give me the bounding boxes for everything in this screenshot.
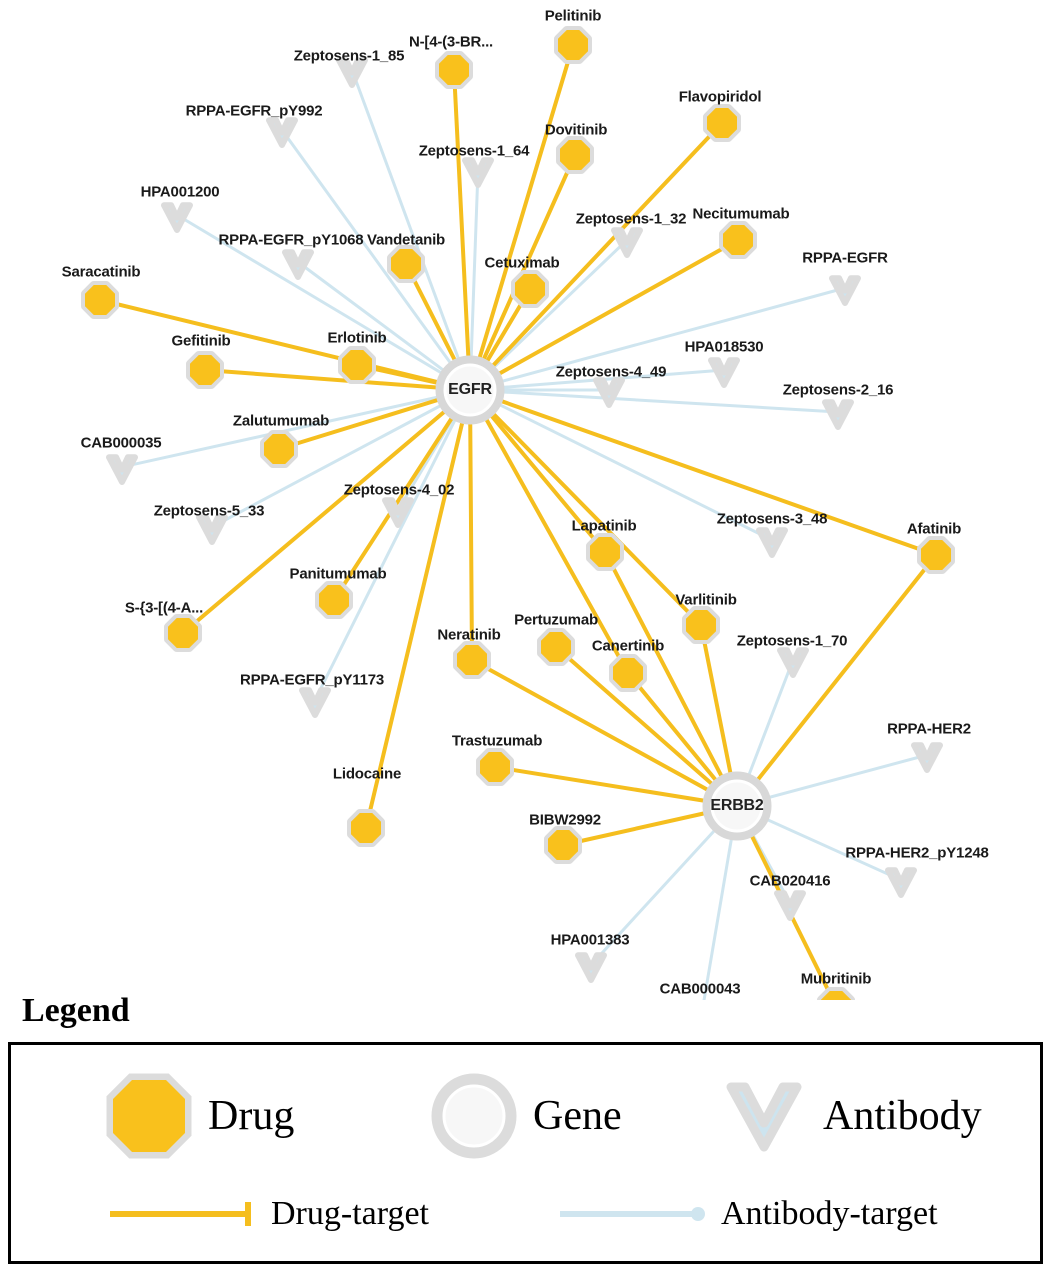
drug-label: Panitumumab	[289, 565, 387, 583]
antibody-node[interactable]	[614, 230, 640, 255]
drug-edge	[470, 390, 472, 660]
antibody-label: RPPA-HER2_pY1248	[845, 844, 989, 862]
drug-label: Pertuzumab	[514, 611, 598, 629]
antibody-label: Zeptosens-3_48	[716, 510, 828, 528]
drug-node[interactable]	[590, 537, 620, 567]
drug-node[interactable]	[168, 618, 198, 648]
antibody-node[interactable]	[759, 530, 785, 555]
drug-label: Trastuzumab	[451, 732, 543, 750]
legend-label-gene: Gene	[533, 1093, 622, 1139]
antibody-node[interactable]	[164, 205, 190, 230]
antibody-label: RPPA-EGFR_pY1173	[239, 671, 385, 689]
drug-label: S-{3-[(4-A...	[124, 599, 204, 617]
drug-label: Erlotinib	[327, 329, 387, 347]
antibody-node[interactable]	[199, 517, 225, 542]
antibody-label: RPPA-HER2	[887, 720, 971, 738]
drug-label: Necitumumab	[692, 205, 790, 223]
drug-node[interactable]	[85, 285, 115, 315]
drug-label: Lidocaine	[332, 765, 402, 783]
drug-node[interactable]	[515, 274, 545, 304]
drug-node[interactable]	[264, 434, 294, 464]
drug-node[interactable]	[613, 658, 643, 688]
legend-item-drug-target	[106, 1195, 429, 1233]
octagon-icon	[106, 1073, 192, 1159]
antibody-node[interactable]	[578, 955, 604, 980]
antibody-label: Zeptosens-1_32	[575, 210, 687, 228]
antibody-label: Zeptosens-2_16	[782, 381, 894, 399]
drug-node[interactable]	[457, 645, 487, 675]
drug-node[interactable]	[391, 249, 421, 279]
legend-shapes-row	[11, 1063, 1040, 1173]
antibody-node[interactable]	[777, 893, 803, 918]
drug-label: Saracatinib	[61, 263, 141, 281]
drug-node[interactable]	[480, 752, 510, 782]
legend-item-drug	[106, 1073, 294, 1159]
drug-edge	[366, 390, 470, 828]
antibody-node[interactable]	[780, 650, 806, 675]
legend-box	[8, 1042, 1043, 1264]
drug-node[interactable]	[190, 355, 220, 385]
drug-label: Pelitinib	[544, 7, 602, 25]
drug-edge	[737, 555, 936, 806]
drug-label: Vandetanib	[366, 231, 446, 249]
drug-edge-icon	[106, 1197, 261, 1231]
chevron-icon	[721, 1073, 807, 1159]
legend-item-antibody	[721, 1073, 982, 1159]
drug-node[interactable]	[723, 225, 753, 255]
drug-label: Varlitinib	[675, 591, 737, 609]
drug-label: Dovitinib	[544, 121, 608, 139]
antibody-label: Zeptosens-1_85	[293, 47, 405, 65]
antibody-label: HPA001200	[140, 183, 220, 201]
antibody-node[interactable]	[109, 457, 135, 482]
antibody-label: CAB000035	[80, 434, 162, 452]
drug-node[interactable]	[686, 610, 716, 640]
drug-label: Flavopiridol	[678, 88, 762, 106]
antibody-node[interactable]	[302, 690, 328, 715]
circle-icon	[431, 1073, 517, 1159]
legend-item-antibody-target	[556, 1195, 938, 1233]
drug-node[interactable]	[342, 350, 372, 380]
drug-node[interactable]	[439, 55, 469, 85]
drug-label: Cetuximab	[484, 254, 560, 272]
antibody-label: CAB020416	[749, 872, 831, 890]
drug-label: Zalutumumab	[232, 412, 330, 430]
drug-node[interactable]	[558, 30, 588, 60]
legend-label-antibody-target: Antibody-target	[721, 1195, 938, 1232]
antibody-label: HPA001383	[550, 931, 630, 949]
gene-label-erbb2: ERBB2	[710, 797, 764, 814]
antibody-node[interactable]	[825, 402, 851, 427]
drug-node[interactable]	[351, 813, 381, 843]
antibody-label: HPA018530	[684, 338, 764, 356]
drug-node[interactable]	[707, 108, 737, 138]
drug-label: N-[4-(3-BR...	[408, 33, 494, 51]
drug-label: Lapatinib	[571, 517, 637, 535]
antibody-label: RPPA-EGFR	[802, 249, 888, 267]
legend-label-antibody: Antibody	[823, 1093, 982, 1139]
gene-label-egfr: EGFR	[448, 381, 492, 398]
drug-edge	[470, 390, 701, 625]
drug-edge	[454, 70, 470, 390]
antibody-node[interactable]	[914, 745, 940, 770]
antibody-node[interactable]	[596, 380, 622, 405]
antibody-node[interactable]	[832, 278, 858, 303]
antibody-label: Zeptosens-4_02	[343, 481, 455, 499]
antibody-label: Zeptosens-1_64	[418, 142, 530, 160]
drug-label: Afatinib	[906, 520, 962, 538]
legend-label-drug: Drug	[208, 1093, 295, 1139]
drug-label: Mubritinib	[800, 970, 872, 988]
antibody-node[interactable]	[285, 252, 311, 277]
drug-node[interactable]	[319, 585, 349, 615]
antibody-label: Zeptosens-4_49	[555, 363, 667, 381]
antibody-label: RPPA-EGFR_pY992	[185, 102, 323, 120]
drug-label: Canertinib	[591, 637, 665, 655]
legend-label-drug-target: Drug-target	[271, 1195, 429, 1232]
drug-label: BIBW2992	[529, 811, 601, 829]
drug-node[interactable]	[541, 632, 571, 662]
antibody-node[interactable]	[888, 870, 914, 895]
antibody-node[interactable]	[465, 160, 491, 185]
drug-label: Neratinib	[437, 626, 501, 644]
antibody-label: Zeptosens-1_70	[736, 632, 848, 650]
drug-node[interactable]	[560, 140, 590, 170]
antibody-node[interactable]	[711, 360, 737, 385]
antibody-edge-icon	[556, 1197, 711, 1231]
antibody-label: RPPA-EGFR_pY1068	[218, 231, 364, 249]
legend-item-gene	[431, 1073, 622, 1159]
antibody-label: CAB000043	[659, 980, 741, 998]
drug-node[interactable]	[921, 540, 951, 570]
drug-label: Gefitinib	[171, 332, 231, 350]
drug-node[interactable]	[548, 830, 578, 860]
legend-title: Legend	[22, 992, 130, 1029]
antibody-edge	[315, 390, 470, 700]
antibody-label: Zeptosens-5_33	[153, 502, 265, 520]
